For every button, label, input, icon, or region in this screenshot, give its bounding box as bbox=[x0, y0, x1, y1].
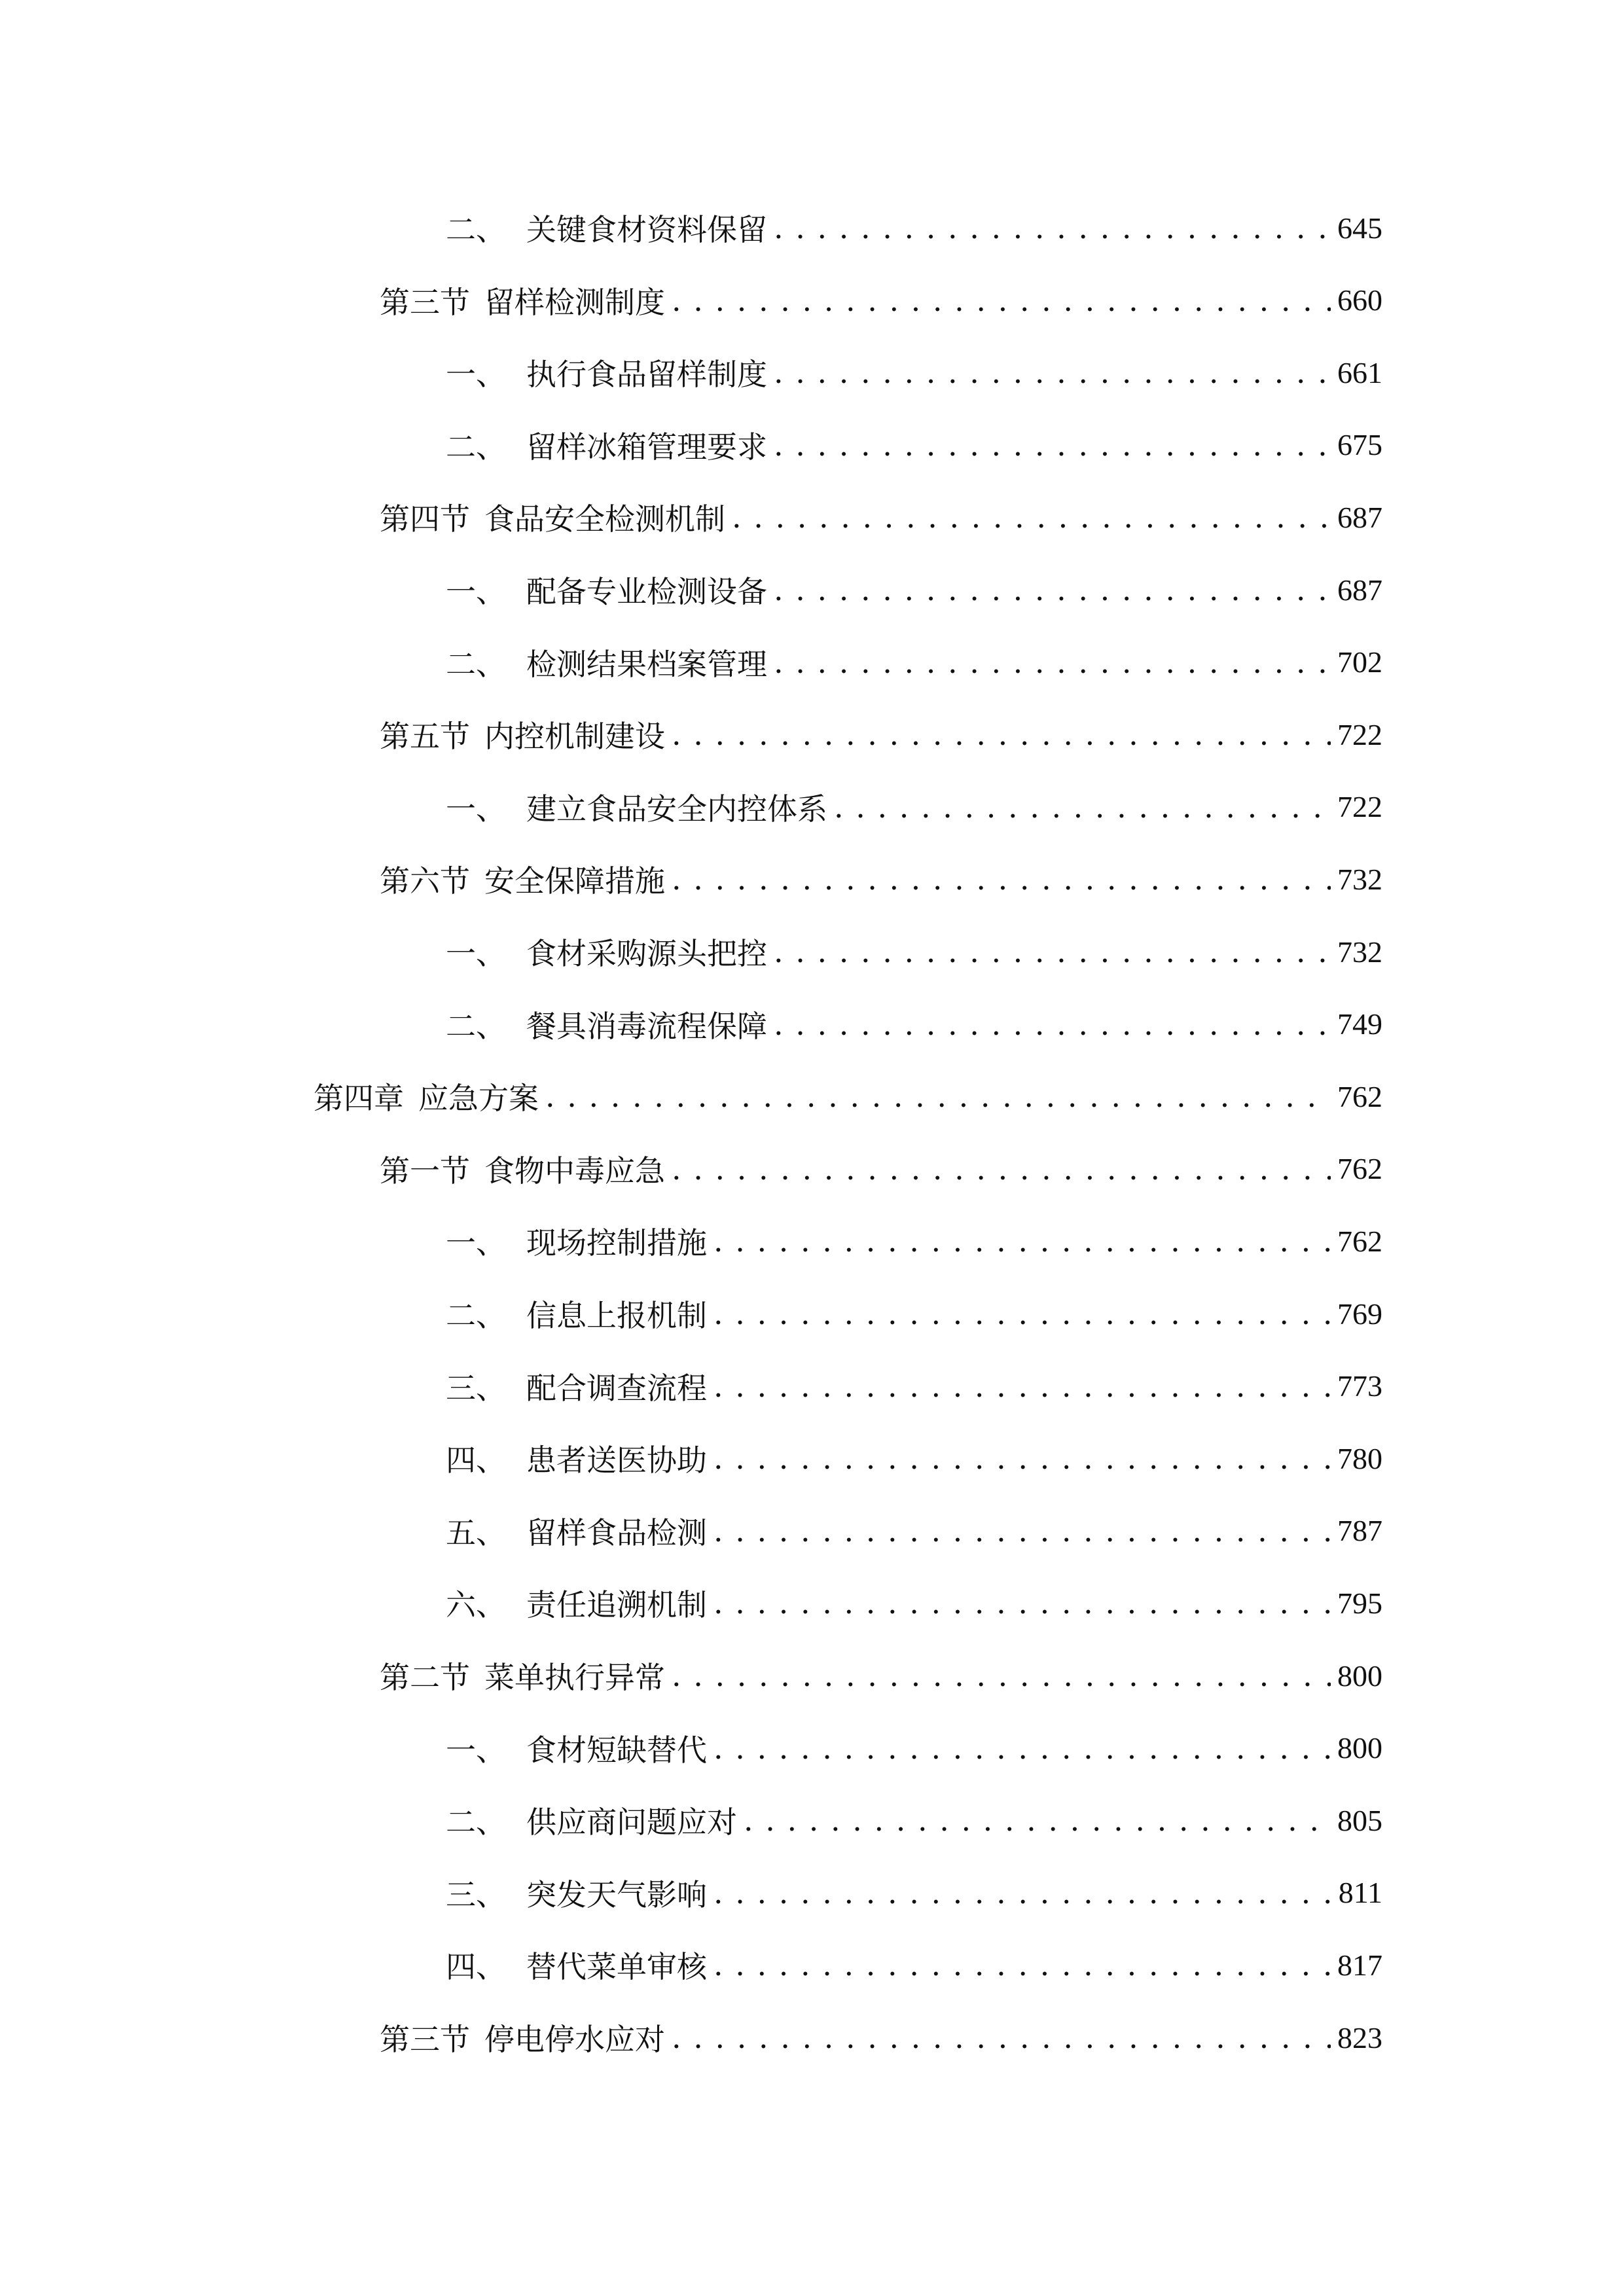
toc-entry-page: 762 bbox=[1337, 1152, 1382, 1186]
toc-entry-title: 突发天气影响 bbox=[526, 1876, 707, 1912]
toc-entry-number: 一、 bbox=[446, 574, 506, 609]
dot-leader bbox=[774, 572, 1331, 607]
toc-entry-page: 780 bbox=[1337, 1441, 1382, 1475]
toc-entry-page: 773 bbox=[1337, 1369, 1382, 1403]
toc-entry-page: 687 bbox=[1337, 500, 1382, 534]
dot-leader bbox=[713, 1441, 1331, 1476]
toc-entry[interactable] bbox=[380, 843, 1382, 915]
toc-entry-title: 食材短缺替代 bbox=[526, 1732, 707, 1768]
toc-entry-page: 805 bbox=[1337, 1803, 1382, 1837]
toc-entry-page: 811 bbox=[1338, 1876, 1382, 1910]
dot-leader bbox=[713, 1296, 1331, 1331]
toc-entry[interactable] bbox=[446, 1495, 1382, 1567]
toc-entry-number: 一、 bbox=[446, 791, 506, 827]
toc-entry[interactable] bbox=[446, 1205, 1382, 1277]
toc-entry-number: 五、 bbox=[446, 1515, 506, 1551]
toc-entry[interactable] bbox=[380, 1640, 1382, 1712]
dot-leader bbox=[713, 1585, 1331, 1621]
dot-leader bbox=[713, 1947, 1331, 1982]
toc-entry[interactable] bbox=[446, 1567, 1382, 1639]
toc-entry-page: 722 bbox=[1337, 717, 1382, 751]
toc-entry-page: 675 bbox=[1337, 428, 1382, 462]
dot-leader bbox=[672, 1151, 1331, 1187]
toc-entry-number: 一、 bbox=[446, 1225, 506, 1261]
dot-leader bbox=[774, 355, 1331, 390]
toc-entry-title: 执行食品留样制度 bbox=[526, 357, 767, 393]
toc-entry-title: 食物中毒应急 bbox=[484, 1153, 665, 1189]
toc-entry-number: 一、 bbox=[446, 357, 506, 393]
toc-entry[interactable] bbox=[446, 626, 1382, 698]
toc-entry-number: 二、 bbox=[446, 212, 506, 247]
toc-entry-page: 702 bbox=[1337, 645, 1382, 679]
toc-entry[interactable] bbox=[446, 1712, 1382, 1784]
toc-entry-number: 三、 bbox=[446, 1370, 506, 1406]
toc-entry[interactable] bbox=[380, 2001, 1382, 2073]
toc-entry[interactable] bbox=[446, 554, 1382, 626]
toc-entry[interactable] bbox=[314, 1060, 1382, 1132]
toc-entry-number: 二、 bbox=[446, 1298, 506, 1333]
toc-entry-page: 661 bbox=[1337, 355, 1382, 389]
toc-entry[interactable] bbox=[446, 336, 1382, 408]
toc-entry[interactable] bbox=[380, 1133, 1382, 1205]
toc-entry[interactable] bbox=[380, 264, 1382, 336]
dot-leader bbox=[774, 934, 1331, 969]
dot-leader bbox=[774, 427, 1331, 463]
toc-entry-title: 菜单执行异常 bbox=[484, 1660, 665, 1695]
toc-entry-number: 第六节 bbox=[380, 863, 470, 899]
toc-entry-number: 第三节 bbox=[380, 284, 470, 320]
toc-entry-title: 留样冰箱管理要求 bbox=[526, 429, 767, 465]
dot-leader bbox=[834, 789, 1331, 825]
toc-entry-title: 应急方案 bbox=[418, 1081, 539, 1117]
toc-entry-number: 六、 bbox=[446, 1587, 506, 1623]
toc-entry-title: 食材采购源头把控 bbox=[526, 936, 767, 971]
toc-entry-page: 787 bbox=[1337, 1514, 1382, 1548]
dot-leader bbox=[713, 1369, 1331, 1404]
toc-entry-number: 一、 bbox=[446, 936, 506, 971]
toc-entry[interactable] bbox=[446, 988, 1382, 1060]
toc-entry-page: 732 bbox=[1337, 862, 1382, 896]
toc-entry-number: 第一节 bbox=[380, 1153, 470, 1189]
toc-entry[interactable] bbox=[446, 1278, 1382, 1350]
dot-leader bbox=[713, 1875, 1332, 1910]
toc-entry-title: 安全保障措施 bbox=[484, 863, 665, 899]
toc-entry-title: 建立食品安全内控体系 bbox=[526, 791, 827, 827]
toc-entry-number: 第四节 bbox=[380, 501, 470, 537]
toc-entry-page: 762 bbox=[1337, 1224, 1382, 1258]
toc-entry-title: 患者送医协助 bbox=[526, 1443, 707, 1479]
toc-entry-number: 三、 bbox=[446, 1876, 506, 1912]
toc-entry-title: 信息上报机制 bbox=[526, 1298, 707, 1333]
toc-entry-number: 一、 bbox=[446, 1732, 506, 1768]
toc-entry-title: 替代菜单审核 bbox=[526, 1949, 707, 1985]
toc-entry-page: 769 bbox=[1337, 1297, 1382, 1331]
toc-entry-page: 817 bbox=[1337, 1948, 1382, 1982]
toc-entry-page: 660 bbox=[1337, 283, 1382, 317]
dot-leader bbox=[774, 210, 1331, 245]
toc-entry-page: 732 bbox=[1337, 935, 1382, 969]
dot-leader bbox=[545, 1079, 1331, 1114]
toc-entry[interactable] bbox=[446, 771, 1382, 843]
toc-entry-number: 二、 bbox=[446, 429, 506, 465]
toc-entry[interactable] bbox=[446, 1857, 1382, 1929]
dot-leader bbox=[744, 1803, 1331, 1838]
toc-entry-title: 责任追溯机制 bbox=[526, 1587, 707, 1623]
toc-entry-title: 检测结果档案管理 bbox=[526, 646, 767, 682]
toc-entry[interactable] bbox=[446, 409, 1382, 481]
toc-entry[interactable] bbox=[446, 1929, 1382, 2001]
toc-entry-title: 关键食材资料保留 bbox=[526, 212, 767, 247]
toc-entry-number: 四、 bbox=[446, 1949, 506, 1985]
toc-entry-page: 823 bbox=[1337, 2020, 1382, 2054]
toc-entry-number: 第五节 bbox=[380, 719, 470, 755]
toc-entry-title: 食品安全检测机制 bbox=[484, 501, 725, 537]
toc-entry[interactable] bbox=[446, 192, 1382, 264]
dot-leader bbox=[774, 1007, 1331, 1042]
dot-leader bbox=[672, 717, 1331, 752]
dot-leader bbox=[713, 1223, 1331, 1259]
dot-leader bbox=[732, 499, 1331, 535]
toc-entry-title: 供应商问题应对 bbox=[526, 1804, 737, 1840]
toc-entry-page: 800 bbox=[1337, 1659, 1382, 1693]
toc-entry-number: 二、 bbox=[446, 1008, 506, 1044]
toc-entry-number: 二、 bbox=[446, 1804, 506, 1840]
dot-leader bbox=[672, 861, 1331, 897]
toc-entry[interactable] bbox=[380, 481, 1382, 553]
dot-leader bbox=[672, 283, 1331, 318]
toc-entry-page: 749 bbox=[1337, 1007, 1382, 1041]
toc-entry-title: 配备专业检测设备 bbox=[526, 574, 767, 609]
toc-entry-title: 配合调查流程 bbox=[526, 1370, 707, 1406]
dot-leader bbox=[672, 1658, 1331, 1693]
toc-entry-title: 留样食品检测 bbox=[526, 1515, 707, 1551]
toc-entry-title: 内控机制建设 bbox=[484, 719, 665, 755]
dot-leader bbox=[774, 645, 1331, 680]
toc-entry-title: 餐具消毒流程保障 bbox=[526, 1008, 767, 1044]
toc-entry-page: 762 bbox=[1337, 1079, 1382, 1113]
toc-entry-title: 现场控制措施 bbox=[526, 1225, 707, 1261]
toc-entry-number: 第二节 bbox=[380, 1660, 470, 1695]
toc-entry-number: 四、 bbox=[446, 1443, 506, 1479]
toc-entry[interactable] bbox=[446, 1784, 1382, 1856]
dot-leader bbox=[713, 1731, 1331, 1766]
toc-entry-number: 二、 bbox=[446, 646, 506, 682]
dot-leader bbox=[713, 1513, 1331, 1549]
toc-entry[interactable] bbox=[446, 1350, 1382, 1422]
toc-entry-page: 800 bbox=[1337, 1731, 1382, 1765]
toc-entry[interactable] bbox=[446, 1422, 1382, 1494]
toc-entry[interactable] bbox=[380, 698, 1382, 770]
toc-entry-page: 687 bbox=[1337, 573, 1382, 607]
toc-entry-title: 停电停水应对 bbox=[484, 2022, 665, 2057]
toc-entry[interactable] bbox=[446, 916, 1382, 988]
toc-entry-number: 第三节 bbox=[380, 2022, 470, 2057]
toc-entry-title: 留样检测制度 bbox=[484, 284, 665, 320]
toc-entry-number: 第四章 bbox=[314, 1081, 404, 1117]
toc-entry-page: 645 bbox=[1337, 211, 1382, 245]
toc-entry-page: 795 bbox=[1337, 1586, 1382, 1620]
toc-entry-page: 722 bbox=[1337, 790, 1382, 824]
dot-leader bbox=[672, 2020, 1331, 2055]
